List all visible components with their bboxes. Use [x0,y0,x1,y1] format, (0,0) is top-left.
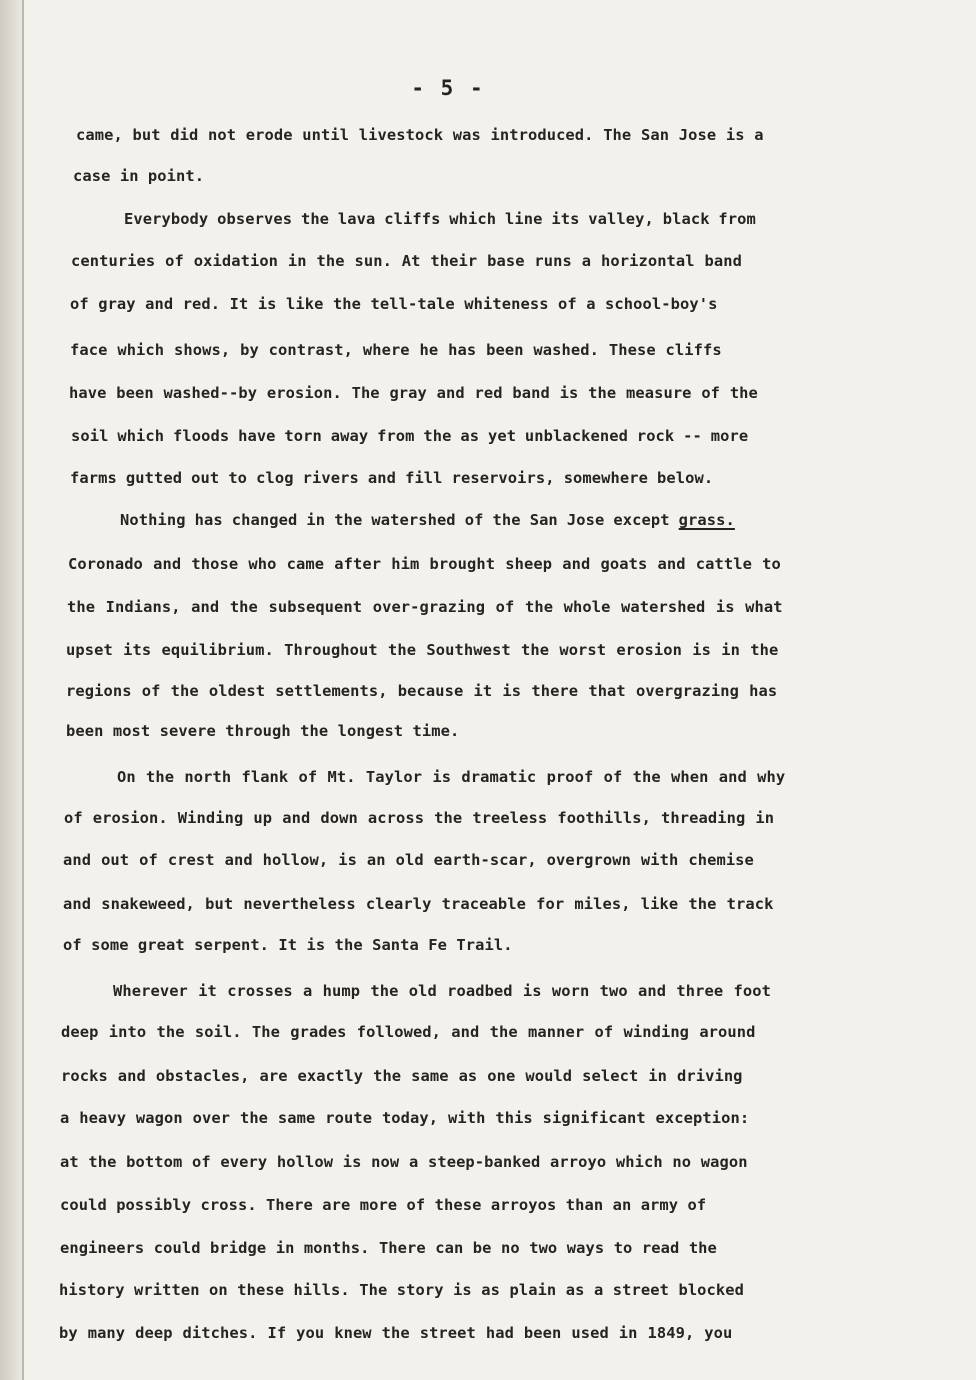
text-line: and out of crest and hollow, is an old earth-scar, overgrown with chemise [63,851,754,869]
text-line: of erosion. Winding up and down across the treeless foothills, threading in [64,809,775,827]
text-line: rocks and obstacles, are exactly the same as one would select in driving [61,1067,743,1085]
binding-edge [22,0,24,1380]
text-line: by many deep ditches. If you knew the street had been used in 1849, you [59,1324,733,1342]
text-line: centuries of oxidation in the sun. At their base runs a horizontal band [71,252,742,270]
text-line: farms gutted out to clog rivers and fill reservoirs, somewhere below. [70,469,714,487]
text-line: and snakeweed, but nevertheless clearly traceable for miles, like the track [63,895,774,913]
text-line: Coronado and those who came after him brought sheep and goats and cattle to [68,555,781,573]
text-line: upset its equilibrium. Throughout the Southwest the worst erosion is in the [66,641,779,659]
text-line: face which shows, by contrast, where he has been washed. These cliffs [70,341,722,359]
text-line: been most severe through the longest time. [66,722,460,740]
text-line: could possibly cross. There are more of these arroyos than an army of [60,1196,707,1214]
underlined-word: grass. [678,511,735,529]
text-run: Nothing has changed in the watershed of the San Jose except [120,511,679,529]
text-line: regions of the oldest settlements, because it is there that overgrazing has [66,682,778,700]
text-line: Everybody observes the lava cliffs which line its valley, black from [124,210,756,228]
text-line: engineers could bridge in months. There can be no two ways to read the [60,1239,717,1257]
text-line: case in point. [73,167,205,185]
text-line: came, but did not erode until livestock was introduced. The San Jose is a [76,126,764,144]
text-line: have been washed--by erosion. The gray and red band is the measure of the [69,384,758,402]
page-number: - 5 - [411,76,485,100]
text-line: at the bottom of every hollow is now a steep-banked arroyo which no wagon [60,1153,748,1171]
text-line: of some great serpent. It is the Santa Fe Trail. [63,936,513,954]
text-line: a heavy wagon over the same route today, with this significant exception: [60,1109,750,1127]
text-line: of gray and red. It is like the tell-tale whiteness of a school-boy's [70,295,718,313]
text-line: soil which floods have torn away from the as yet unblackened rock -- more [71,427,749,445]
binding-spine [0,0,22,1380]
text-line: On the north flank of Mt. Taylor is dramatic proof of the when and why [117,768,786,786]
text-line: deep into the soil. The grades followed, and the manner of winding around [61,1023,756,1041]
text-line: Wherever it crosses a hump the old roadbed is worn two and three foot [113,982,771,1000]
text-line: the Indians, and the subsequent over-grazing of the whole watershed is what [67,598,783,616]
text-line [120,510,735,530]
text-line: history written on these hills. The story is as plain as a street blocked [59,1281,745,1299]
